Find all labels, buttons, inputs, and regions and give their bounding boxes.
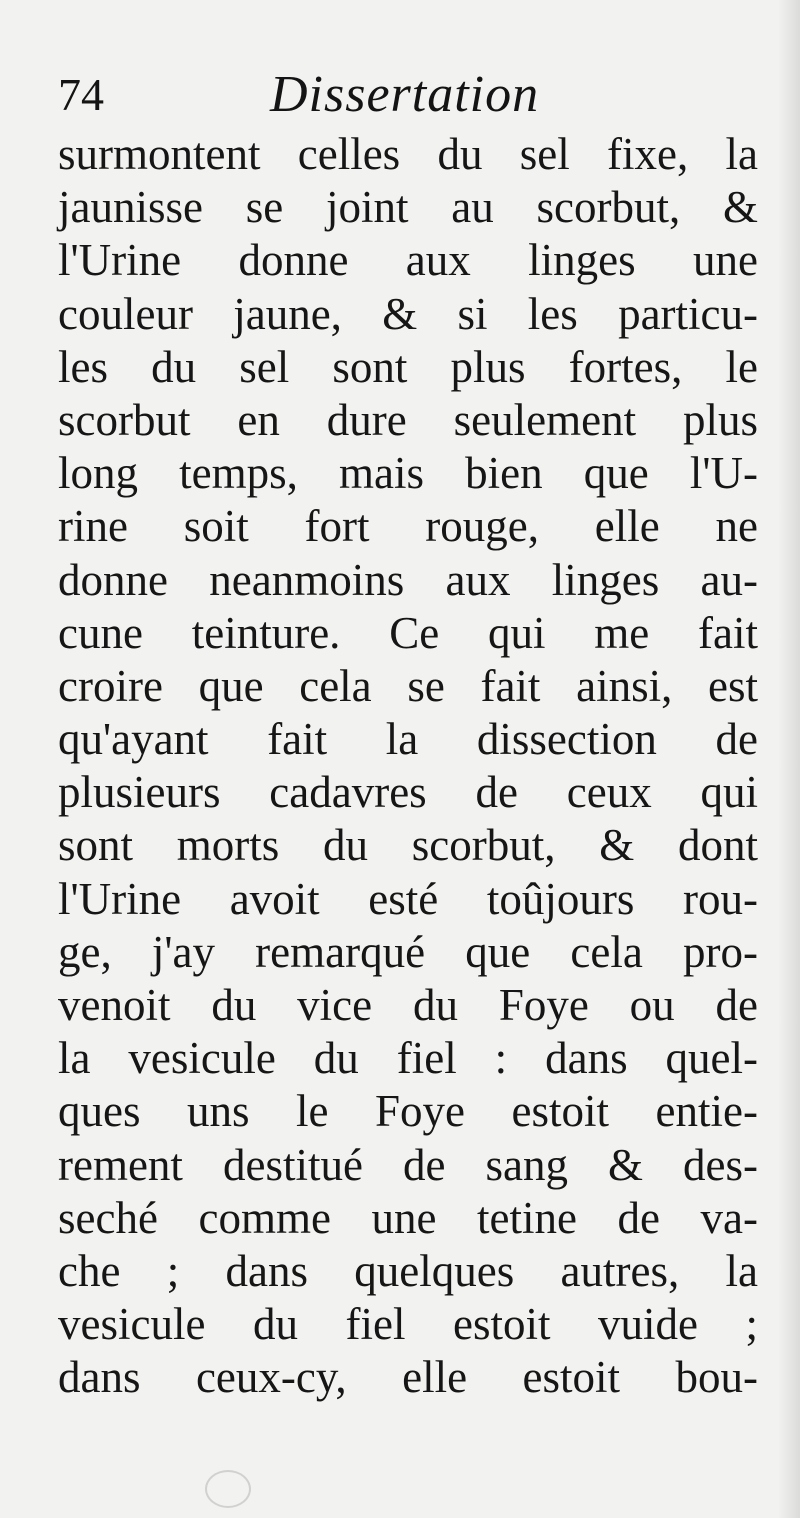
text-line: qu'ayant fait la dissection de [58, 714, 758, 765]
text-line: cune teinture. Ce qui me fait [58, 607, 758, 658]
text-line: long temps, mais bien que l'U- [58, 448, 758, 499]
text-line: sont morts du scorbut, & dont [58, 820, 758, 871]
text-line: seché comme une tetine de va- [58, 1192, 758, 1243]
text-line: scorbut en dure seulement plus [58, 394, 758, 445]
text-line: la vesicule du fiel : dans quel- [58, 1033, 758, 1084]
text-line: rement destitué de sang & des- [58, 1139, 758, 1190]
page-number: 74 [58, 69, 104, 120]
text-line: ge, j'ay remarqué que cela pro- [58, 926, 758, 977]
text-line: l'Urine donne aux linges une [58, 235, 758, 286]
text-line: surmontent celles du sel fixe, la [58, 129, 758, 179]
body-text [58, 128, 758, 1405]
paper-stain [205, 1470, 251, 1508]
page-edge-shadow [778, 0, 800, 1518]
text-line: vesicule du fiel estoit vuide ; [58, 1299, 758, 1350]
text-line: rine soit fort rouge, elle ne [58, 501, 758, 552]
text-line: donne neanmoins aux linges au- [58, 554, 758, 605]
running-title: Dissertation [270, 66, 540, 123]
text-line: jaunisse se joint au scorbut, & [58, 182, 758, 233]
text-line: ques uns le Foye estoit entie- [58, 1086, 758, 1137]
text-line: plusieurs cadavres de ceux qui [58, 767, 758, 818]
page-header [58, 62, 758, 128]
text-line: les du sel sont plus fortes, le [58, 341, 758, 392]
text-line: dans ceux-cy, elle estoit bou- [58, 1352, 758, 1403]
text-line: croire que cela se fait ainsi, est [58, 660, 758, 711]
text-line: l'Urine avoit esté toûjours rou- [58, 873, 758, 924]
text-line: che ; dans quelques autres, la [58, 1245, 758, 1296]
text-line: couleur jaune, & si les particu- [58, 288, 758, 339]
text-line: venoit du vice du Foye ou de [58, 980, 758, 1030]
